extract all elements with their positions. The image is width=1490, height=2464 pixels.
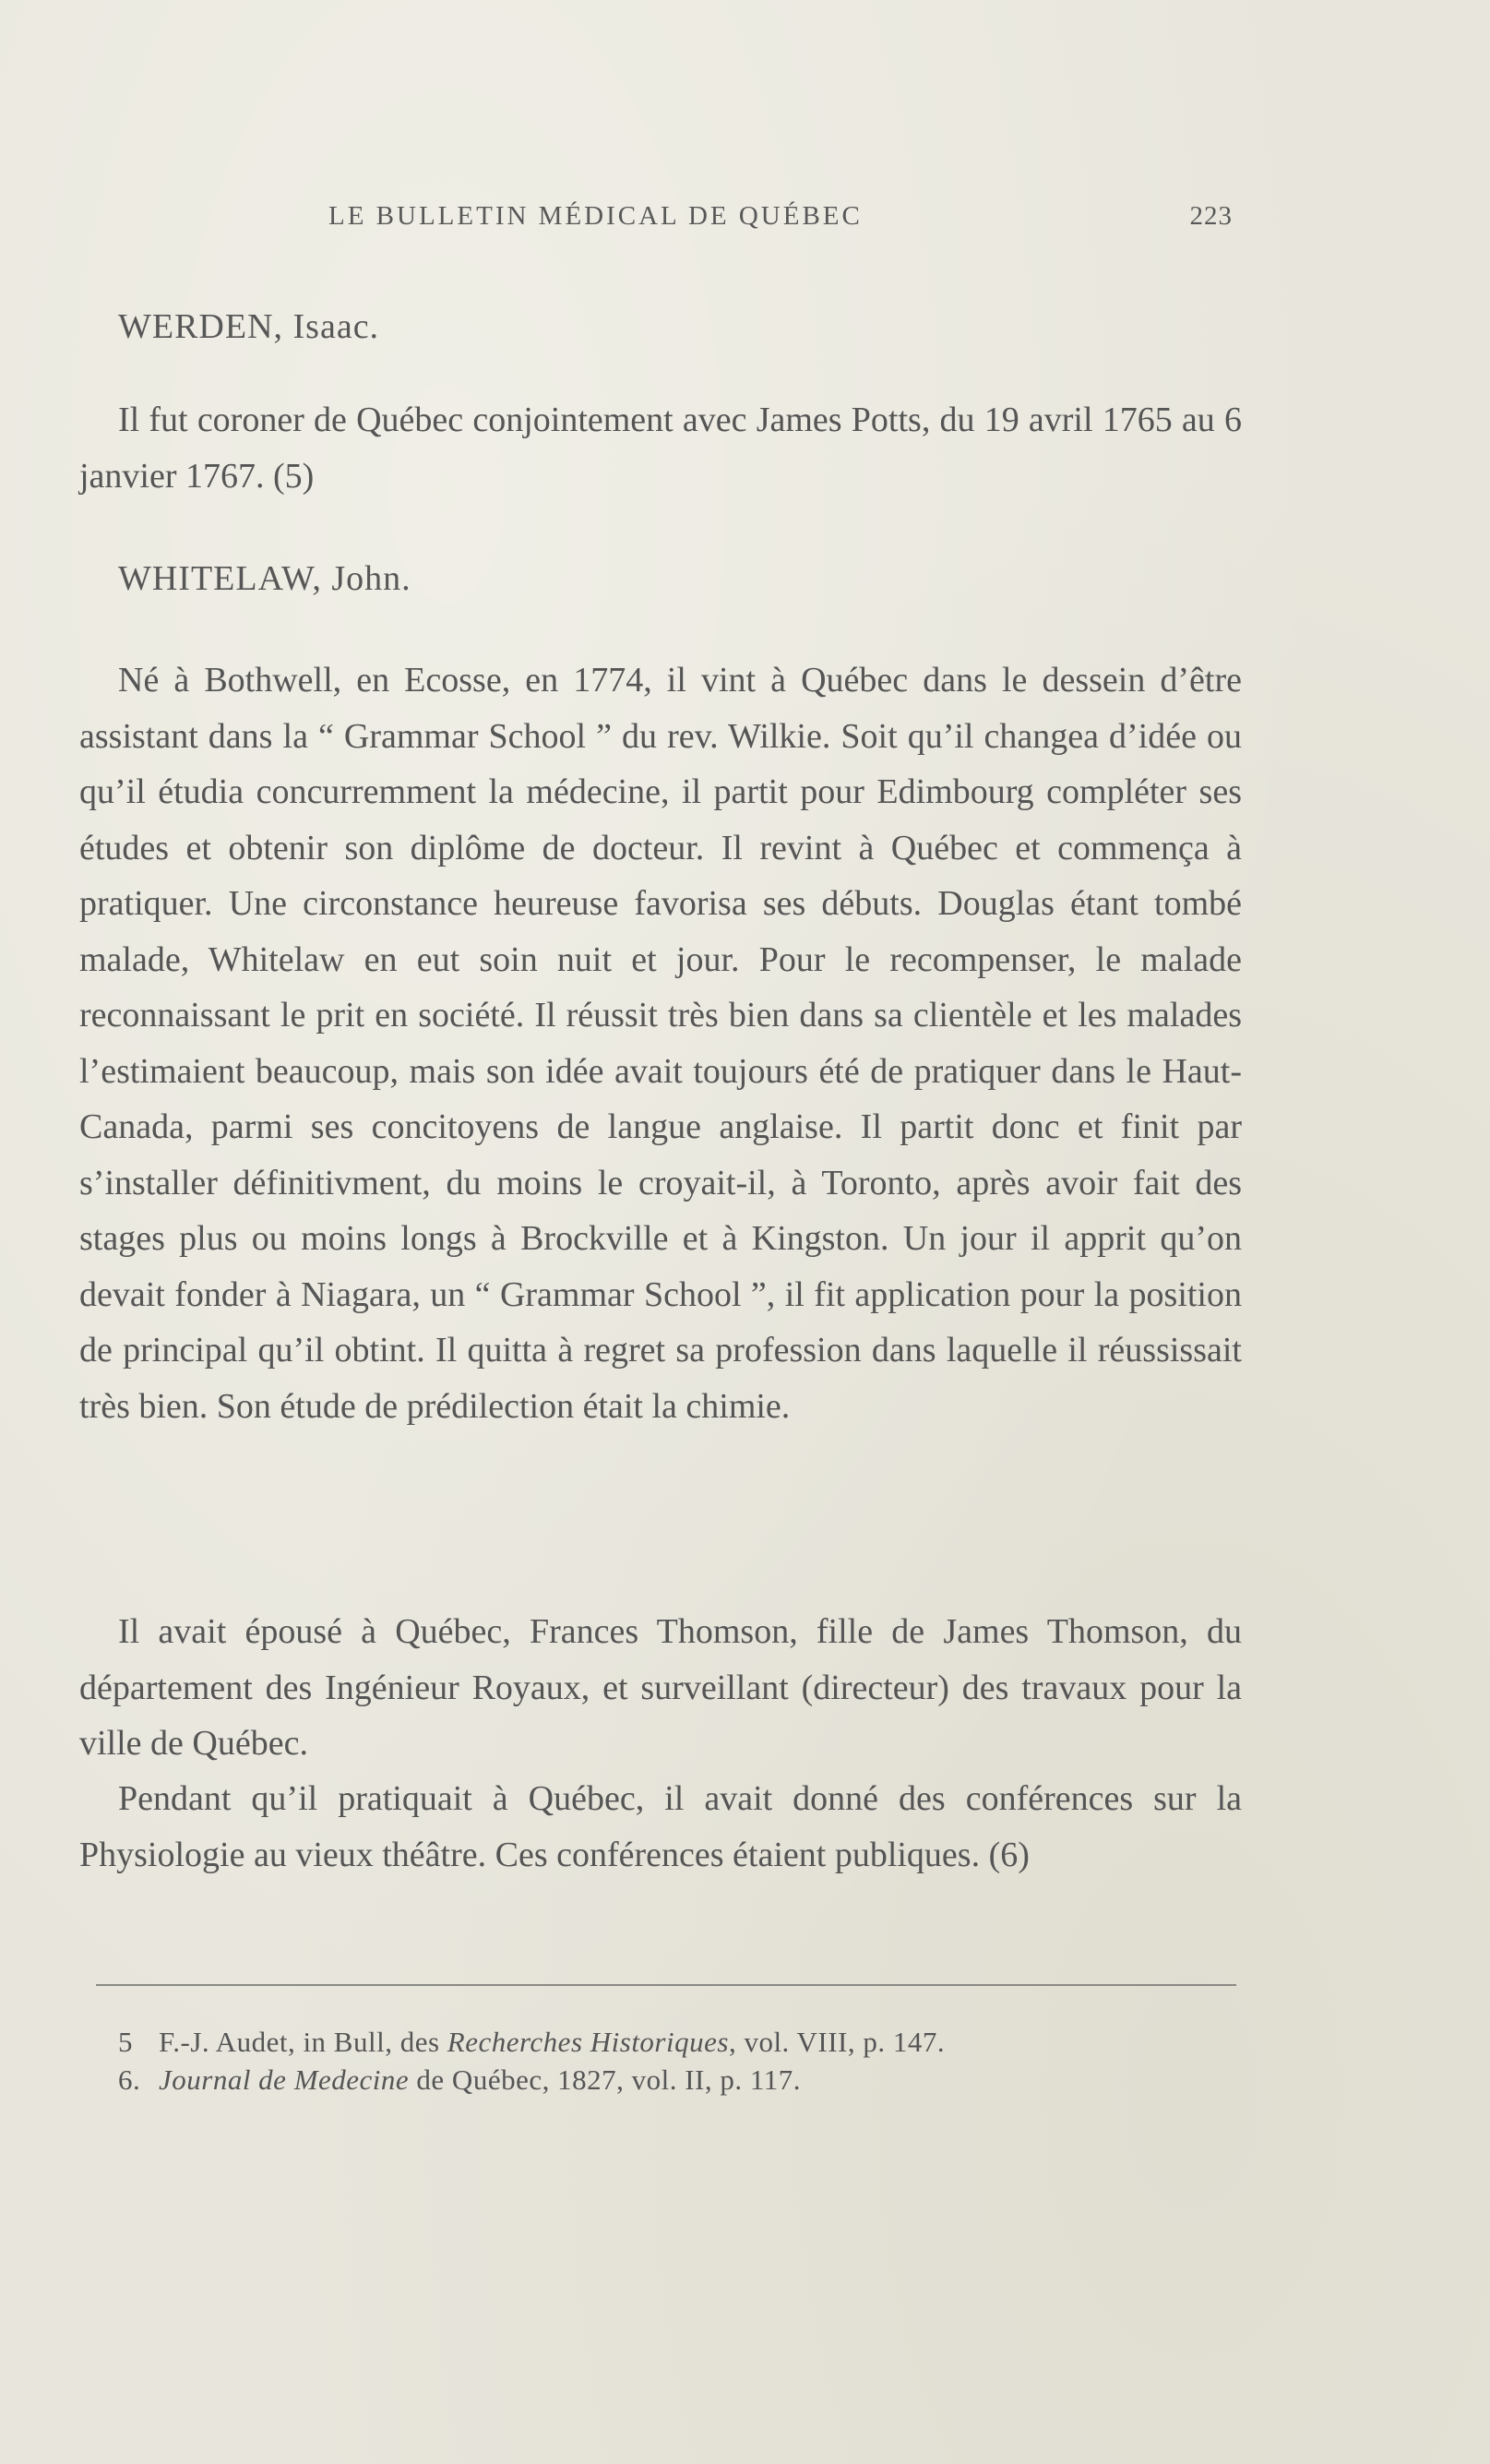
footnote-text: F.-J. Audet, in Bull, des — [159, 2026, 447, 2058]
paragraph-whitelaw-1: Né à Bothwell, en Ecosse, en 1774, il vint à Québec dans le dessein d’être assistant dans la “ Grammar School ” du rev. Wilkie. Soit qu’il changea d’idée ou qu’il étudia concurremment la médecine, il partit pour Edimbourg compléter ses études et obtenir son diplôme de docteur. Il revint à Québec et commença à pratiquer. Une circonstance heureuse favorisa ses débuts. Douglas étant tombé malade, Whitelaw en eut soin nuit et jour. Pour le recompenser, le malade reconnaissant le prit en société. Il réussit très bien dans sa clientèle et les malades l’estimaient beaucoup, mais son idée avait toujours été de pratiquer dans le Haut-Canada, parmi ses concitoyens de langue anglaise. Il partit donc et finit par s’installer définitivment, du moins le croyait-il, à Toronto, après avoir fait des stages plus ou moins longs à Brockville et à Kingston. Un jour il apprit qu’on devait fonder à Niagara, un “ Grammar School ”, il fit application pour la position de principal qu’il obtint. Il quitta à regret sa profession dans laquelle il réussissait très bien. Son étude de prédilection était la chimie. — [79, 661, 1242, 1426]
entry-heading-whitelaw: WHITELAW, John. — [118, 559, 411, 598]
page-number: 223 — [1189, 201, 1233, 231]
footnote-text: , vol. VIII, p. 147. — [728, 2026, 946, 2058]
footnote-italic-title: Journal de Medecine — [159, 2063, 410, 2096]
running-title: LE BULLETIN MÉDICAL DE QUÉBEC — [328, 201, 863, 231]
footnote-divider — [96, 1984, 1236, 1986]
paragraph-whitelaw-2: Il avait épousé à Québec, Frances Thomson, fille de James Thomson, du département des Ingénieur Royaux, et surveillant (directeur) des travaux pour la ville de Québec. — [79, 1612, 1242, 1763]
footnote-italic-title: Recherches Historiques — [447, 2026, 729, 2058]
footnote-number: 6. — [118, 2063, 141, 2096]
entry-heading-werden: WERDEN, Isaac. — [118, 307, 380, 346]
footnote-text: de Québec, 1827, vol. II, p. 117. — [409, 2063, 801, 2096]
footnote-6 — [118, 2063, 801, 2097]
paragraph-whitelaw-3: Pendant qu’il pratiquait à Québec, il avait donné des conférences sur la Physiologie au vieux théâtre. Ces conférences étaient publiques. (6) — [79, 1779, 1242, 1874]
footnote-5 — [118, 2026, 945, 2059]
paragraph-werden: Il fut coroner de Québec conjointement avec James Potts, du 19 avril 1765 au 6 janvier 1767. (5) — [79, 401, 1242, 496]
footnote-number: 5 — [118, 2026, 133, 2058]
running-header — [328, 201, 1233, 238]
